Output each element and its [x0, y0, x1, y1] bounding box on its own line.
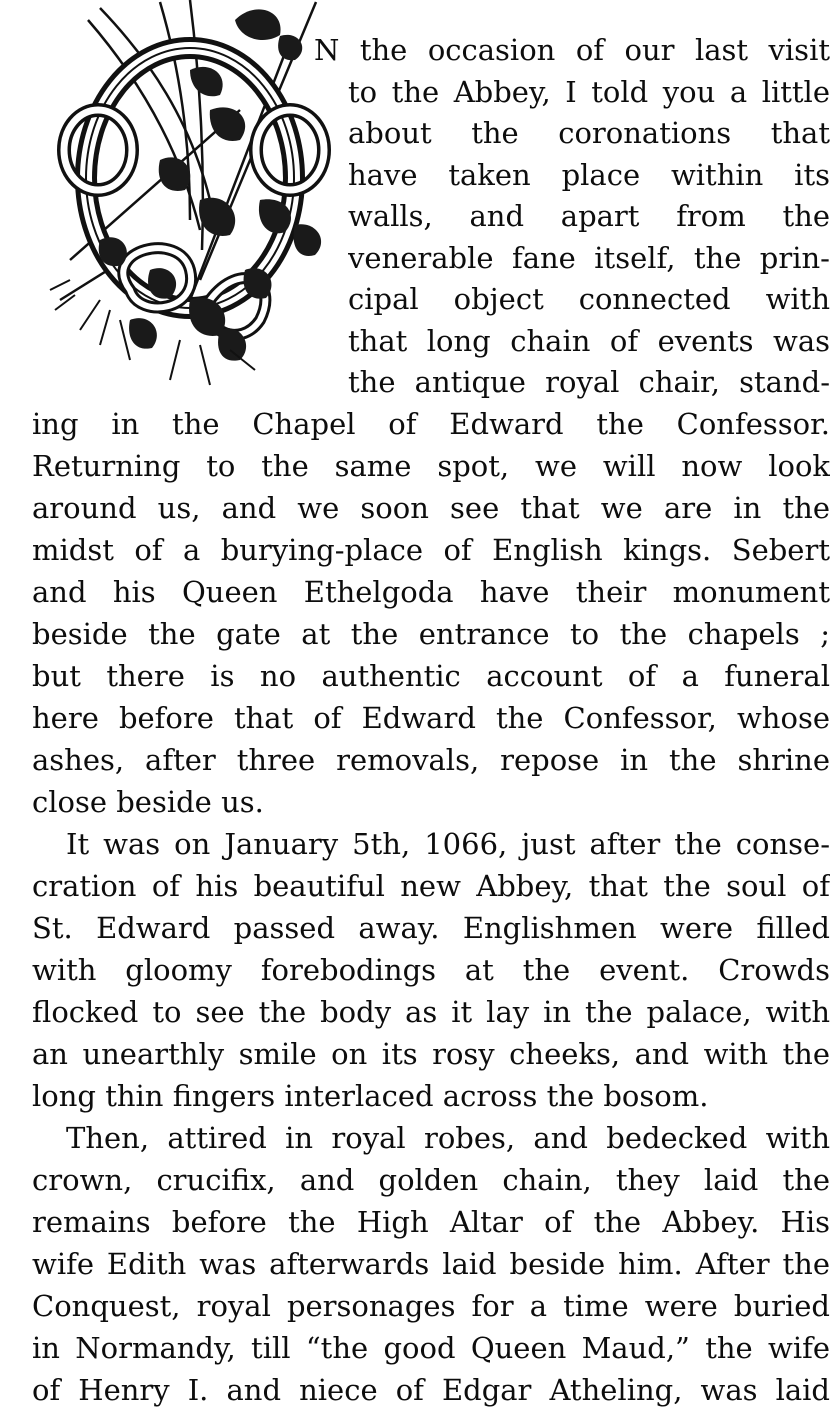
text-line-8: that long chain of events was	[348, 324, 830, 358]
text-line-33: of Henry I. and niece of Edgar Atheling, was laid	[32, 1373, 830, 1407]
text-line-27: Then, attired in royal robes, and bedecked with	[66, 1121, 830, 1155]
text-line-28: crown, crucifix, and golden chain, they laid the	[32, 1163, 830, 1197]
text-line-15: beside the gate at the entrance to the chapels ;	[32, 617, 830, 651]
text-line-9: the antique royal chair, stand-	[348, 365, 830, 399]
decorative-initial-o-illustration	[40, 0, 332, 386]
text-line-30: wife Edith was afterwards laid beside him. After the	[32, 1247, 830, 1281]
text-line-19: close beside us.	[32, 785, 264, 819]
text-line-6: venerable fane itself, the prin-	[348, 241, 830, 275]
text-line-26: long thin fingers interlaced across the bosom.	[32, 1079, 709, 1113]
text-line-2: to the Abbey, I told you a little	[348, 75, 830, 109]
text-line-32: in Normandy, till “the good Queen Maud,” the wife	[32, 1331, 830, 1365]
text-line-10: ing in the Chapel of Edward the Confessor.	[32, 407, 830, 441]
text-line-17: here before that of Edward the Confessor, whose	[32, 701, 830, 735]
text-line-7: cipal object connected with	[348, 282, 830, 316]
text-line-13: midst of a burying-place of English kings. Sebert	[32, 533, 830, 567]
text-line-22: St. Edward passed away. Englishmen were filled	[32, 911, 830, 945]
text-line-1: N the occasion of our last visit	[314, 33, 830, 67]
text-line-23: with gloomy forebodings at the event. Crowds	[32, 953, 830, 987]
text-line-16: but there is no authentic account of a funeral	[32, 659, 830, 693]
text-line-29: remains before the High Altar of the Abbey. His	[32, 1205, 830, 1239]
text-line-4: have taken place within its	[348, 158, 830, 192]
text-line-11: Returning to the same spot, we will now look	[32, 449, 830, 483]
text-line-24: flocked to see the body as it lay in the palace, with	[32, 995, 830, 1029]
text-line-5: walls, and apart from the	[348, 199, 830, 233]
text-line-21: cration of his beautiful new Abbey, that the soul of	[32, 869, 830, 903]
text-line-18: ashes, after three removals, repose in the shrine	[32, 743, 830, 777]
text-line-31: Conquest, royal personages for a time were buried	[32, 1289, 830, 1323]
text-line-3: about the coronations that	[348, 116, 830, 150]
text-line-25: an unearthly smile on its rosy cheeks, and with the	[32, 1037, 830, 1071]
text-line-14: and his Queen Ethelgoda have their monument	[32, 575, 830, 609]
text-line-12: around us, and we soon see that we are in the	[32, 491, 830, 525]
text-line-20: It was on January 5th, 1066, just after the conse-	[66, 827, 830, 861]
